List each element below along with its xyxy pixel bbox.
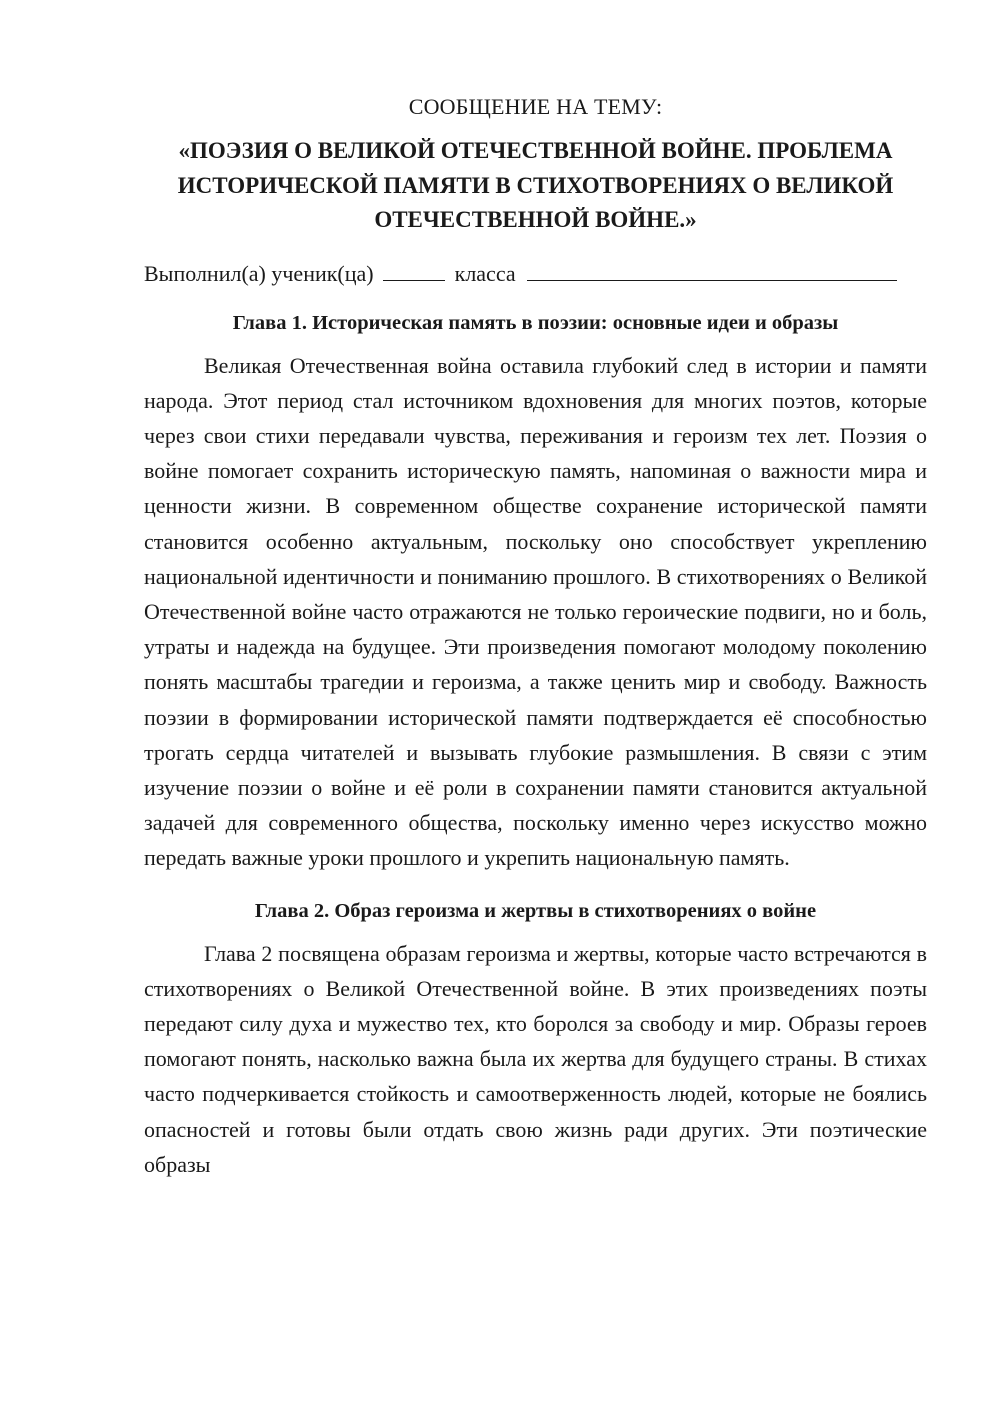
author-line [144,254,927,294]
chapter-1-paragraph: Великая Отечественная война оставила глубокий след в истории и памяти народа. Этот период стал источником вдохновения для многих поэтов, которые через свои стихи передавали чувства, переживания и героизм тех лет. Поэзия о войне помогает сохранить историческую память, напоминая о важности мира и ценности жизни. В современном обществе сохранение исторической памяти становится особенно актуальным, поскольку оно способствует укреплению национальной идентичности и пониманию прошлого. В стихотворениях о Великой Отечественной войне часто отражаются не только героические подвиги, но и боль, утраты и надежда на будущее. Эти произведения помогают молодому поколению понять масштабы трагедии и героизма, а также ценить мир и свободу. Важность поэзии в формировании исторической памяти подтверждается её способностью трогать сердца читателей и вызывать глубокие размышления. В связи с этим изучение поэзии о войне и её роли в сохранении памяти становится актуальной задачей для современного общества, поскольку именно через искусство можно передать важные уроки прошлого и укрепить национальную память. [144,352,927,871]
class-number-blank [383,260,445,281]
author-label: Выполнил(а) ученик(ца) [144,260,374,286]
student-name-blank [527,260,897,281]
document-heading: СООБЩЕНИЕ НА ТЕМУ: [408,94,663,119]
chapter-2-paragraph: Глава 2 посвящена образам героизма и жертвы, которые часто встречаются в стихотворениях о Великой Отечественной войне. В этих произведениях поэты передают силу духа и мужество тех, кто боролся за свободу и мир. Образы героев помогают понять, насколько важна была их жертва для будущего страны. В стихах часто подчеркивается стойкость и самоотверженность людей, которые не боялись опасностей и готовы были отдать свою жизнь ради других. Эти поэтические образы [144,940,927,1177]
chapter-2-title: Глава 2. Образ героизма и жертвы в стихотворениях о войне [254,899,817,922]
document-title: «ПОЭЗИЯ О ВЕЛИКОЙ ОТЕЧЕСТВЕННОЙ ВОЙНЕ. ПРОБЛЕМА ИСТОРИЧЕСКОЙ ПАМЯТИ В СТИХОТВОРЕНИЯХ О ВЕЛИКОЙ ОТЕЧЕСТВЕННОЙ ВОЙНЕ.» [177,138,894,232]
chapter-1-title: Глава 1. Историческая память в поэзии: основные идеи и образы [232,311,839,334]
class-label: класса [454,260,516,286]
